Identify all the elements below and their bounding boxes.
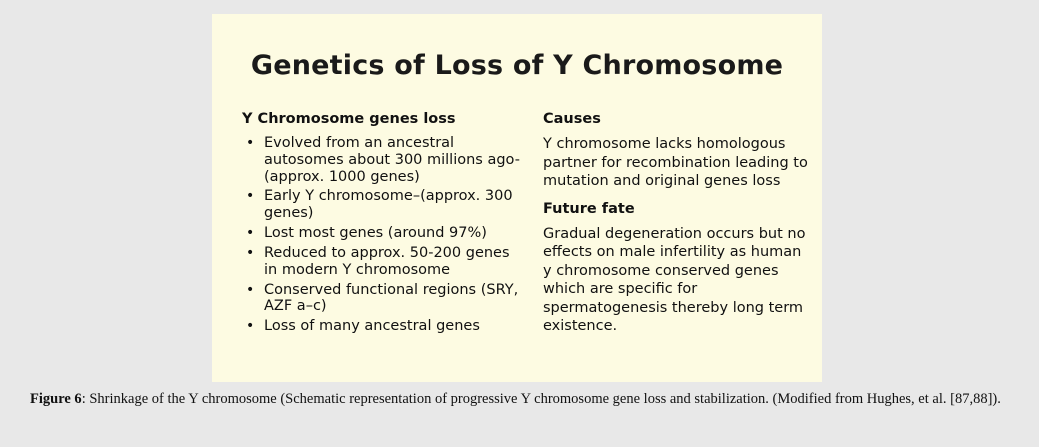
causes-text: Y chromosome lacks homologous partner for recombination leading to mutation and original genes loss bbox=[543, 136, 808, 190]
figure-panel bbox=[212, 14, 822, 382]
figure-caption-text: : Shrinkage of the Y chromosome (Schematic representation of progressive Y chromosome gene loss and stabilization. (Modified from Hughes, et al. [87,88]). bbox=[81, 391, 1001, 407]
future-fate-heading: Future fate bbox=[543, 200, 635, 217]
figure-title: Genetics of Loss of Y Chromosome bbox=[250, 50, 784, 81]
list-item: • Lost most genes (around 97%) bbox=[242, 225, 527, 242]
figure-columns bbox=[212, 111, 822, 338]
right-column bbox=[543, 111, 813, 338]
gene-loss-list bbox=[242, 135, 527, 335]
causes-heading: Causes bbox=[543, 111, 601, 127]
left-column-heading: Y Chromosome genes loss bbox=[242, 111, 456, 127]
list-item: • Reduced to approx. 50-200 genes in modern Y chromosome bbox=[242, 245, 527, 279]
figure-caption bbox=[30, 390, 1010, 410]
figure-caption-label: Figure 6 bbox=[30, 391, 82, 407]
left-column bbox=[242, 111, 527, 338]
list-item: • Loss of many ancestral genes bbox=[242, 318, 527, 335]
list-item: • Early Y chromosome–(approx. 300 genes) bbox=[242, 188, 527, 222]
list-item: • Evolved from an ancestral autosomes about 300 millions ago- (approx. 1000 genes) bbox=[242, 135, 527, 185]
list-item: • Conserved functional regions (SRY, AZF a–c) bbox=[242, 282, 527, 316]
future-fate-text: Gradual degeneration occurs but no effects on male infertility as human y chromosome conserved genes which are specific for spermatogenesis thereby long term existence. bbox=[543, 225, 806, 335]
